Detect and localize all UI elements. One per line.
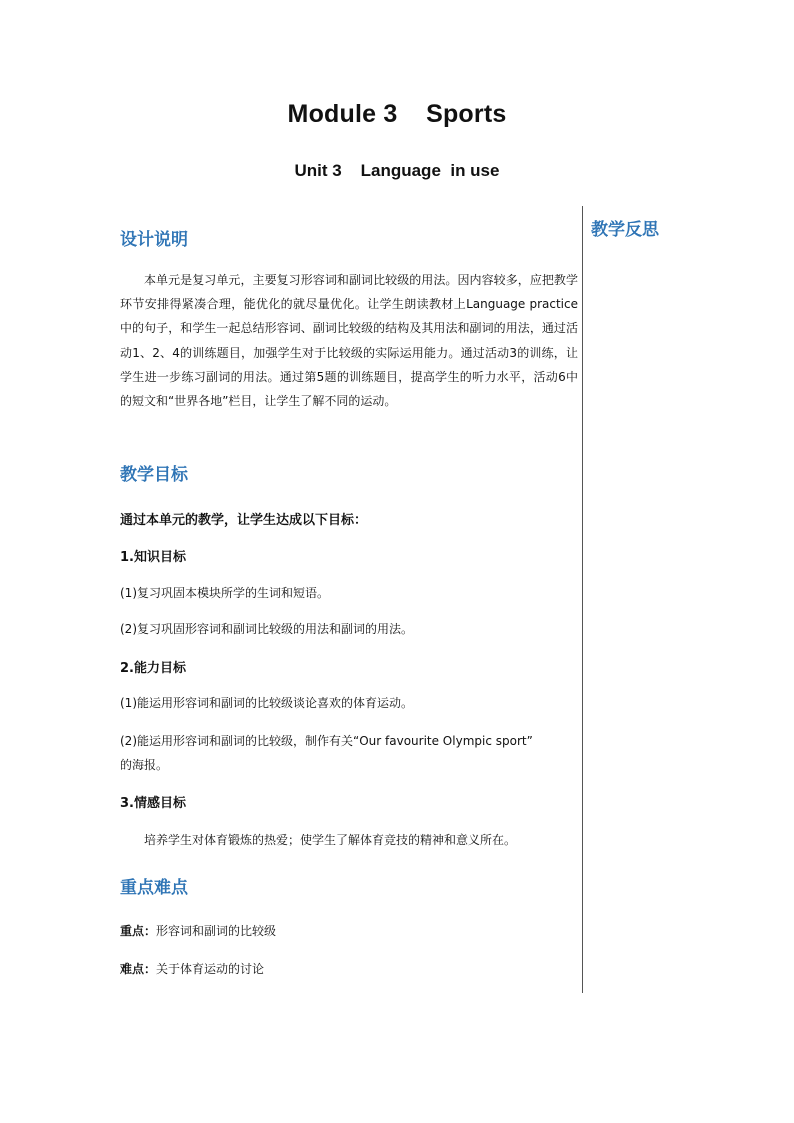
difficult-point-label: 难点： (120, 962, 157, 976)
emotion-title: 3.情感目标 (120, 796, 186, 811)
objectives-intro: 通过本单元的教学，让学生达成以下目标： (120, 513, 368, 528)
ability-item-1: (1)能运用形容词和副词的比较级谈论喜欢的体育运动。 (120, 696, 414, 710)
knowledge-item-1: (1)复习巩固本模块所学的生词和短语。 (120, 586, 329, 600)
reflection-heading: 教学反思 (591, 220, 659, 240)
knowledge-item-2: (2)复习巩固形容词和副词比较级的用法和副词的用法。 (120, 622, 414, 636)
unit-subtitle: Unit 3 Language in use (294, 161, 500, 180)
keypoints-heading: 重点难点 (120, 878, 188, 898)
key-point-line (120, 922, 276, 939)
ability-item-2-line-2: 的海报。 (120, 758, 169, 772)
objectives-heading: 教学目标 (120, 465, 188, 485)
key-point-label: 重点： (120, 924, 157, 938)
ability-item-2-line-1: (2)能运用形容词和副词的比较级，制作有关“Our favourite Olympic sport” (120, 734, 533, 748)
design-heading: 设计说明 (120, 230, 188, 250)
key-point-text: 形容词和副词的比较级 (156, 924, 277, 938)
knowledge-title: 1.知识目标 (120, 550, 186, 565)
difficult-point-line (120, 960, 264, 977)
ability-title: 2.能力目标 (120, 661, 186, 676)
emotion-text: 培养学生对体育锻炼的热爱；使学生了解体育竞技的精神和意义所在。 (144, 833, 517, 847)
column-divider (582, 206, 583, 993)
page-title: Module 3 Sports (287, 100, 507, 128)
difficult-point-text: 关于体育运动的讨论 (156, 962, 265, 976)
design-paragraph: 本单元是复习单元，主要复习形容词和副词比较级的用法。因内容较多，应把教学环节安排得紧凑合理，能优化的就尽量优化。让学生朗读教材上Language practice中的句子，和学生一起总结形容词、副词比较级的结构及其用法和副词的用法，通过活动1、2、4的训练题目，加强学生对于比较级的实际运用能力。通过活动3的训练，让学生进一步练习副词的用法。通过第5题的训练题目，提高学生的听力水平，活动6中的短文和“世界各地”栏目，让学生了解不同的运动。 (120, 273, 578, 409)
